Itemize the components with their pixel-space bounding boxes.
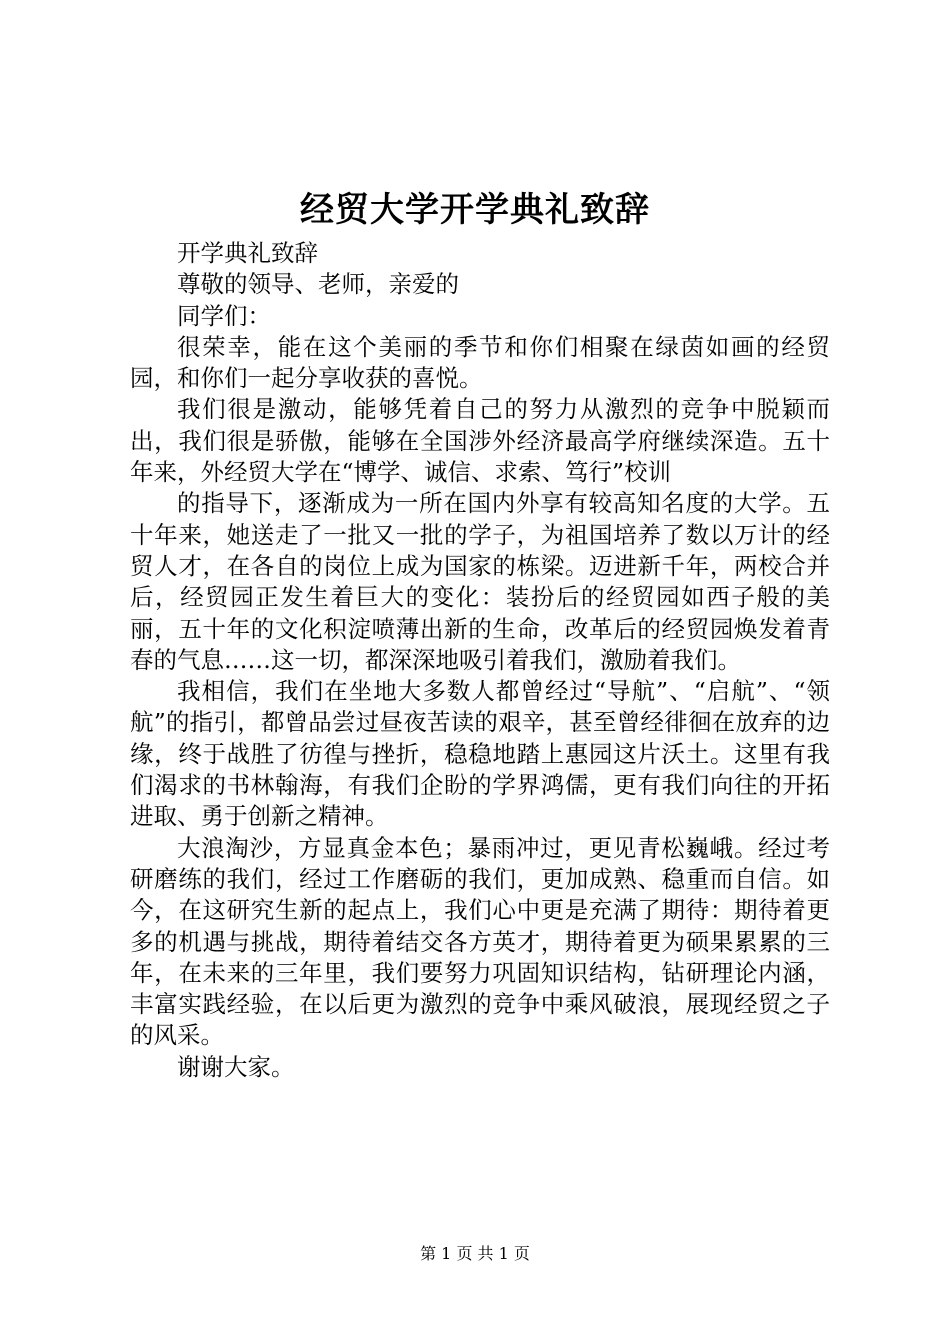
document-body xyxy=(130,238,830,1083)
paragraph: 大浪淘沙，方显真金本色；暴雨冲过，更见青松巍峨。经过考研磨练的我们，经过工作磨砺的我们，更加成熟、稳重而自信。如今，在这研究生新的起点上，我们心中更是充满了期待：期待着更多的机遇与挑战，期待着结交各方英才，期待着更为硕果累累的三年，在未来的三年里，我们要努力巩固知识结构，钻研理论内涵，丰富实践经验，在以后更为激烈的竞争中乘风破浪，展现经贸之子的风采。 xyxy=(130,833,830,1050)
paragraph: 我相信，我们在坐地大多数人都曾经过“导航”、“启航”、“领航”的指引，都曾品尝过昼夜苦读的艰辛，甚至曾经徘徊在放弃的边缘，终于战胜了彷徨与挫折，稳稳地踏上惠园这片沃土。这里有我们渴求的书林翰海，有我们企盼的学界鸿儒，更有我们向往的开拓进取、勇于创新之精神。 xyxy=(130,677,830,831)
document-title: 经贸大学开学典礼致辞 xyxy=(300,190,650,230)
paragraph-heading: 开学典礼致辞 xyxy=(177,239,318,267)
paragraph: 我们很是激动，能够凭着自己的努力从激烈的竞争中脱颖而出，我们很是骄傲，能够在全国涉外经济最高学府继续深造。五十年来，外经贸大学在“博学、诚信、求索、笃行”校训 xyxy=(130,395,830,487)
paragraph-closing: 谢谢大家。 xyxy=(177,1052,295,1081)
paragraph: 很荣幸，能在这个美丽的季节和你们相聚在绿茵如画的经贸园，和你们一起分享收获的喜悦。 xyxy=(130,332,830,393)
paragraph-salutation-continued: 同学们： xyxy=(177,301,271,330)
page-footer: 第 1 页 共 1 页 xyxy=(420,1244,530,1263)
paragraph-salutation: 尊敬的领导、老师，亲爱的 xyxy=(177,270,459,299)
paragraph: 的指导下，逐渐成为一所在国内外享有较高知名度的大学。五十年来，她送走了一批又一批的学子，为祖国培养了数以万计的经贸人才，在各自的岗位上成为国家的栋梁。迈进新千年，两校合并后，经贸园正发生着巨大的变化：装扮后的经贸园如西子般的美丽，五十年的文化积淀喷薄出新的生命，改革后的经贸园焕发着青春的气息……这一切，都深深地吸引着我们，激励着我们。 xyxy=(130,489,830,674)
